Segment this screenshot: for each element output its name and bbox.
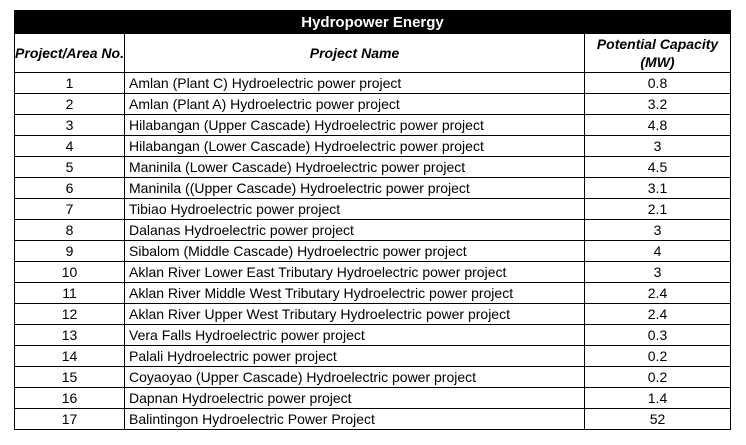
cell-project-no: 4 — [15, 136, 125, 157]
table-row — [15, 115, 731, 136]
hydropower-table-container — [14, 10, 730, 430]
table-row — [15, 94, 731, 115]
header-capacity: Potential Capacity (MW) — [585, 34, 731, 73]
cell-capacity: 0.3 — [585, 325, 731, 346]
cell-project-name: Hilabangan (Upper Cascade) Hydroelectric power project — [125, 115, 585, 136]
cell-capacity: 3.1 — [585, 178, 731, 199]
cell-capacity: 52 — [585, 409, 731, 430]
cell-project-no: 17 — [15, 409, 125, 430]
cell-project-name: Palali Hydroelectric power project — [125, 346, 585, 367]
cell-project-name: Hilabangan (Lower Cascade) Hydroelectric power project — [125, 136, 585, 157]
cell-project-name: Maninila ((Upper Cascade) Hydroelectric power project — [125, 178, 585, 199]
table-row — [15, 388, 731, 409]
cell-project-no: 8 — [15, 220, 125, 241]
table-row — [15, 241, 731, 262]
cell-project-name: Coyaoyao (Upper Cascade) Hydroelectric power project — [125, 367, 585, 388]
cell-project-name: Dapnan Hydroelectric power project — [125, 388, 585, 409]
cell-capacity: 4.5 — [585, 157, 731, 178]
cell-project-name: Amlan (Plant A) Hydroelectric power project — [125, 94, 585, 115]
cell-project-no: 2 — [15, 94, 125, 115]
cell-capacity: 3 — [585, 136, 731, 157]
table-row — [15, 73, 731, 94]
cell-capacity: 2.1 — [585, 199, 731, 220]
cell-capacity: 3 — [585, 262, 731, 283]
table-row — [15, 346, 731, 367]
header-project-name: Project Name — [125, 34, 585, 73]
table-row — [15, 304, 731, 325]
cell-project-no: 14 — [15, 346, 125, 367]
cell-capacity: 0.2 — [585, 367, 731, 388]
cell-capacity: 4 — [585, 241, 731, 262]
table-title: Hydropower Energy — [15, 11, 731, 34]
cell-project-no: 9 — [15, 241, 125, 262]
table-row — [15, 409, 731, 430]
cell-capacity: 4.8 — [585, 115, 731, 136]
cell-capacity: 0.8 — [585, 73, 731, 94]
table-row — [15, 136, 731, 157]
table-row — [15, 367, 731, 388]
cell-project-no: 3 — [15, 115, 125, 136]
cell-project-no: 6 — [15, 178, 125, 199]
cell-project-no: 12 — [15, 304, 125, 325]
cell-project-name: Amlan (Plant C) Hydroelectric power project — [125, 73, 585, 94]
header-project-no: Project/Area No. — [15, 34, 125, 73]
cell-project-name: Balintingon Hydroelectric Power Project — [125, 409, 585, 430]
hydropower-table — [14, 10, 731, 430]
table-row — [15, 325, 731, 346]
table-row — [15, 283, 731, 304]
cell-project-no: 5 — [15, 157, 125, 178]
cell-project-no: 11 — [15, 283, 125, 304]
cell-project-name: Vera Falls Hydroelectric power project — [125, 325, 585, 346]
table-row — [15, 262, 731, 283]
cell-project-name: Aklan River Lower East Tributary Hydroelectric power project — [125, 262, 585, 283]
table-title-row — [15, 11, 731, 34]
cell-capacity: 1.4 — [585, 388, 731, 409]
cell-project-name: Tibiao Hydroelectric power project — [125, 199, 585, 220]
table-row — [15, 199, 731, 220]
cell-capacity: 3.2 — [585, 94, 731, 115]
cell-project-name: Aklan River Middle West Tributary Hydroelectric power project — [125, 283, 585, 304]
table-header-row — [15, 34, 731, 73]
table-row — [15, 178, 731, 199]
cell-project-name: Maninila (Lower Cascade) Hydroelectric power project — [125, 157, 585, 178]
cell-project-no: 13 — [15, 325, 125, 346]
table-row — [15, 157, 731, 178]
cell-project-name: Dalanas Hydroelectric power project — [125, 220, 585, 241]
table-row — [15, 220, 731, 241]
cell-capacity: 2.4 — [585, 283, 731, 304]
cell-project-no: 7 — [15, 199, 125, 220]
cell-capacity: 0.2 — [585, 346, 731, 367]
cell-project-no: 16 — [15, 388, 125, 409]
cell-project-no: 1 — [15, 73, 125, 94]
cell-project-name: Sibalom (Middle Cascade) Hydroelectric power project — [125, 241, 585, 262]
cell-capacity: 2.4 — [585, 304, 731, 325]
cell-project-name: Aklan River Upper West Tributary Hydroelectric power project — [125, 304, 585, 325]
table-body — [15, 73, 731, 430]
cell-project-no: 15 — [15, 367, 125, 388]
cell-capacity: 3 — [585, 220, 731, 241]
cell-project-no: 10 — [15, 262, 125, 283]
